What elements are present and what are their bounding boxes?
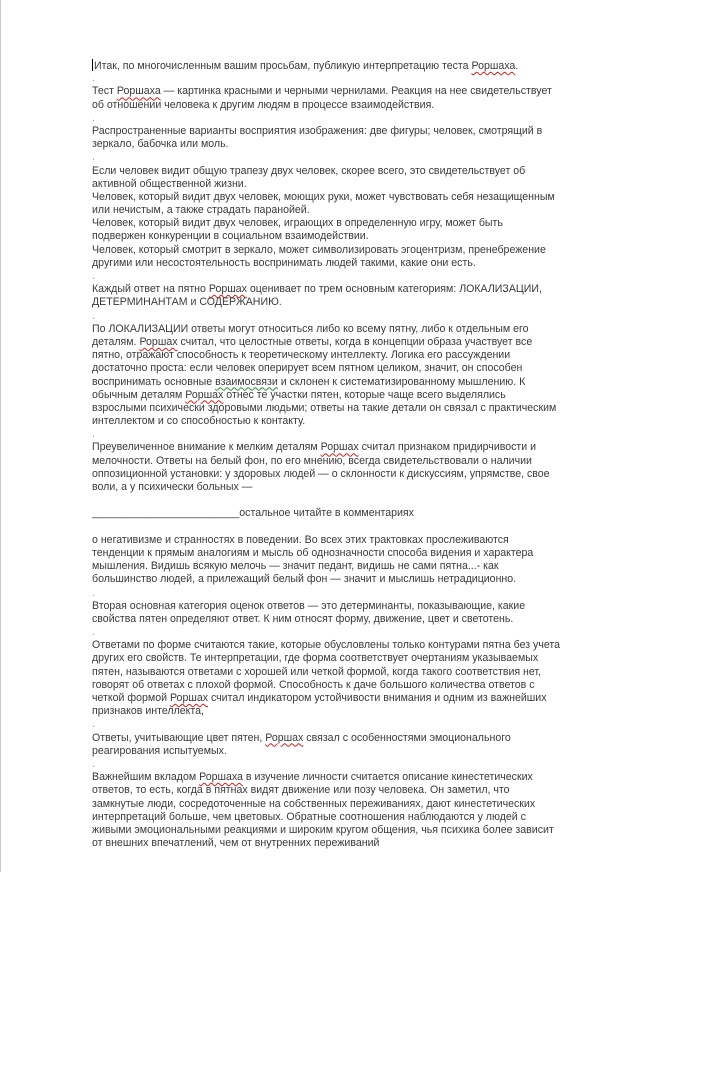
text-run: ДЕТЕРМИНАНТАМ и СОДЕРЖАНИЮ. — [92, 296, 282, 309]
text-run: живыми эмоциональными реакциями и широким кругом общения, чья психика более зависит — [92, 823, 554, 836]
text-line — [92, 138, 612, 151]
text-run: зеркало, бабочка или моль. — [92, 138, 229, 151]
text-line — [92, 257, 612, 270]
text-line — [92, 784, 612, 797]
text-line — [92, 125, 612, 138]
text-line — [92, 666, 612, 679]
blank-line — [92, 521, 612, 534]
document-text-body[interactable] — [92, 59, 612, 850]
text-run: в изучение личности считается описание кинестетических — [242, 771, 533, 784]
text-run: интерпретаций больше, чем цветовых. Обратные соотношения наблюдаются у людей с — [92, 810, 526, 823]
text-run: Человек, который смотрит в зеркало, может символизировать эгоцентризм, пренебрежение — [92, 243, 546, 256]
text-line — [92, 573, 612, 586]
blank-line — [92, 494, 612, 507]
text-cursor — [92, 59, 93, 71]
spellcheck-word: Роршах — [208, 283, 247, 296]
text-run: мелочности. Ответы на белый фон, по его мнению, всегда свидетельствовали о наличии — [92, 454, 532, 467]
text-run: деталям. — [92, 335, 140, 348]
text-line — [92, 652, 612, 665]
text-run: обычным деталям — [92, 388, 186, 401]
text-run: . — [515, 60, 519, 72]
text-run: другими или несостоятельность воспринимать людей такими, какие они есть. — [92, 256, 476, 269]
text-run: Человек, который видит двух человек, играющих в определенную игру, может быть — [92, 217, 503, 230]
text-run: свойства пятен определяют ответ. К ним относят форму, движение, цвет и светотень. — [92, 612, 514, 625]
text-run: считал признаком придирчивости и — [358, 441, 537, 454]
spellcheck-word: Роршаха — [471, 60, 516, 72]
text-line — [92, 798, 612, 811]
paragraph-mark: . — [92, 757, 95, 770]
text-line — [92, 679, 612, 692]
paragraph-mark: . — [92, 718, 95, 731]
text-run: пятен, называются ответами с хорошей или четкой формой, когда такого соответствия нет, — [92, 665, 542, 678]
text-run: оппозиционной установки: у здоровых людей — о склонности к дискуссиям, упрямстве, свое — [92, 467, 550, 480]
text-run: Человек, который видит двух человек, моющих руки, может чувствовать себя незащищенным — [92, 190, 555, 203]
text-line — [92, 745, 612, 758]
text-run: других его свойств. Те интерпретации, где форма соответствует очертаниям указываемых — [92, 652, 539, 665]
text-line — [92, 507, 612, 520]
paragraph-mark: . — [92, 309, 95, 322]
text-line — [92, 296, 612, 309]
text-line — [92, 811, 612, 824]
text-line — [92, 165, 612, 178]
text-run: Ответы, учитывающие цвет пятен, — [92, 731, 266, 744]
text-line — [92, 217, 612, 230]
text-run: активной общественной жизни. — [92, 177, 247, 190]
text-run: интеллектом и со способностью к контакту. — [92, 415, 306, 428]
text-line — [92, 692, 612, 705]
text-line — [92, 732, 612, 745]
text-run: о негативизме и странностях в поведении. Во всех этих трактовках прослеживаются — [92, 533, 509, 546]
text-line — [92, 204, 612, 217]
text-line — [92, 441, 612, 454]
text-run: оценивает по трем основным категориям: ЛОКАЛИЗАЦИИ, — [246, 283, 542, 296]
text-run: воли, а у психически больных — — [92, 481, 253, 493]
paragraph-mark: . — [92, 428, 95, 441]
text-line — [92, 244, 612, 257]
text-run: — картинка красными и черными чернилами. Реакция на нее свидетельствует — [160, 85, 552, 98]
text-line — [92, 362, 612, 375]
text-run: достаточно проста: если человек оперирует всем пятном целиком, значит, он способен — [92, 362, 523, 375]
text-run: реагирования испытуемых. — [92, 744, 227, 757]
text-line — [92, 85, 612, 98]
text-run: связал с особенностями эмоционального — [303, 731, 511, 744]
text-run: Ответами по форме считаются такие, которые обусловлены только контурами пятна без учета — [92, 639, 561, 652]
text-run: Распространенные варианты восприятия изображения: две фигуры; человек, смотрящий в — [92, 124, 543, 137]
text-run: считал, что целостные ответы, когда в концепции образа участвует все — [177, 335, 533, 348]
text-line — [92, 323, 612, 336]
text-run: воспринимать основные — [92, 375, 216, 388]
text-run: признаков интеллекта, — [92, 705, 204, 718]
text-line — [92, 705, 612, 718]
text-line — [92, 639, 612, 652]
text-run: Вторая основная категория оценок ответов — это детерминанты, показывающие, какие — [92, 599, 526, 612]
text-run: ответов, то есть, когда в пятнах видят движение или позу человека. Он заметил, что — [92, 784, 510, 797]
spellcheck-word: Роршах — [169, 692, 209, 704]
text-line — [92, 283, 612, 296]
text-run: или нечистым, а также страдать паранойей. — [92, 204, 310, 217]
text-run: и склонен к систематизированному мышлению. К — [277, 375, 526, 388]
text-run: об отношении человека к другим людям в процессе взаимодействия. — [92, 98, 435, 111]
text-line — [92, 99, 612, 112]
text-line — [92, 560, 612, 573]
paragraph-mark: . — [92, 270, 95, 282]
text-run: большинство людей, а прилежащий белый фон — значит и мыслишь нетрадиционно. — [92, 573, 517, 586]
text-run: пятно, отражают способность к теоретическому интеллекту. Логика его рассуждении — [92, 349, 511, 362]
text-run: Важнейшим вкладом — [92, 771, 200, 784]
text-line — [92, 178, 612, 191]
text-line — [92, 230, 612, 243]
text-run: Тест — [92, 85, 117, 98]
text-line — [92, 402, 612, 415]
spellcheck-word: Роршах — [185, 388, 224, 401]
paragraph-mark: . — [92, 111, 95, 124]
spellcheck-word: Роршах — [320, 441, 359, 454]
spellcheck-word: Роршаха — [116, 85, 161, 98]
text-line — [92, 837, 612, 850]
text-line — [92, 534, 612, 547]
grammar-check-word: взаимосвязи — [215, 375, 278, 388]
text-line — [92, 824, 612, 837]
text-line — [92, 415, 612, 428]
text-run: замкнутые люди, сосредоточенные на собственных переживаниях, дают кинестетических — [92, 797, 536, 810]
text-run: взрослыми психически здоровыми людьми; ответы на такие детали он связал с практическим — [92, 401, 557, 414]
spellcheck-word: Роршах — [139, 335, 178, 348]
paragraph-mark: . — [92, 626, 95, 639]
text-run: По ЛОКАЛИЗАЦИИ ответы могут относиться либо ко всему пятну, либо к отдельным его — [92, 322, 529, 335]
text-line — [92, 376, 612, 389]
text-run: тенденции к прямым аналогиям и мысль об однозначности способа видения и характера — [92, 546, 534, 559]
text-line — [92, 336, 612, 349]
text-line — [92, 59, 612, 72]
spellcheck-word: Роршаха — [199, 771, 243, 784]
spellcheck-word: Роршах — [265, 731, 304, 744]
text-run: четкой формой — [92, 692, 170, 704]
text-line — [92, 191, 612, 204]
text-line — [92, 481, 612, 494]
text-run: Итак, по многочисленным вашим просьбам, публикую интерпретацию теста — [94, 60, 472, 72]
paragraph-mark: . — [92, 151, 95, 164]
text-run: мышления. Видишь всякую мелочь — значит педант, видишь не сами пятна...- как — [92, 560, 499, 573]
text-run: Преувеличенное внимание к мелким деталям — [92, 441, 321, 454]
text-run: отнес те участки пятен, которые чаще всего выделялись — [223, 388, 506, 401]
text-line — [92, 547, 612, 560]
text-line — [92, 771, 612, 784]
text-run: Каждый ответ на пятно — [92, 283, 209, 296]
text-run: Если человек видит общую трапезу двух человек, скорее всего, это свидетельствует об — [92, 164, 526, 177]
text-run: говорят об ответах с плохой формой. Способность к даче большого количества ответов с — [92, 678, 535, 691]
paragraph-mark: . — [92, 586, 95, 599]
text-line — [92, 349, 612, 362]
text-line — [92, 468, 612, 481]
text-run: подвержен конкуренции в социальном взаимодействии. — [92, 230, 369, 243]
text-line — [92, 455, 612, 468]
paragraph-mark: . — [92, 72, 95, 85]
text-run: от внешних впечатлений, чем от внутренних переживаний — [92, 837, 380, 850]
text-line — [92, 389, 612, 402]
page-left-border — [0, 0, 1, 872]
text-line — [92, 600, 612, 613]
text-run: считал индикатором устойчивости внимания и одним из важнейших — [208, 692, 547, 704]
text-line — [92, 613, 612, 626]
text-run: _________________________остальное читайте в комментариях — [92, 507, 414, 520]
